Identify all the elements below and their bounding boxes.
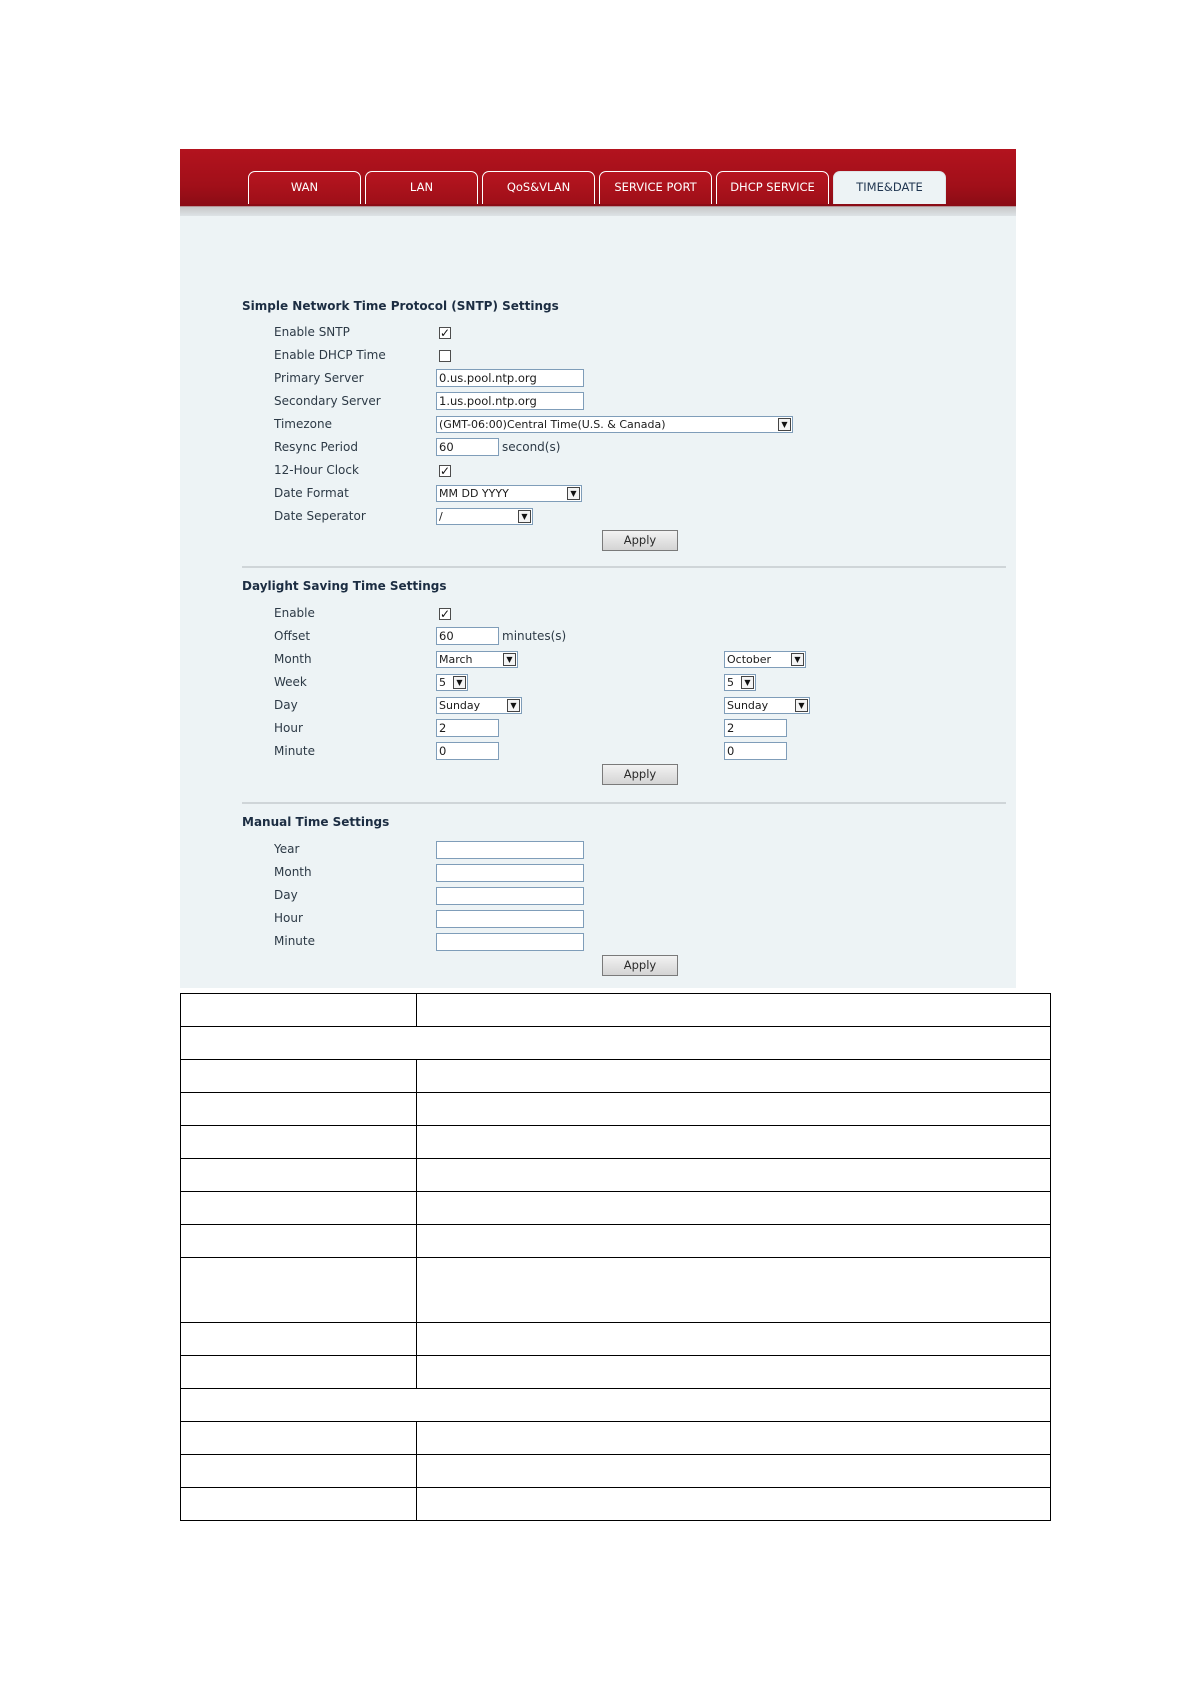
manual-minute-input[interactable] [436,933,584,951]
dst-end-month-value: October [727,653,772,666]
tab-qos-vlan[interactable]: QoS&VLAN [482,171,595,204]
table-row [181,1323,1051,1356]
chevron-down-icon: ▼ [507,699,520,712]
sntp-section-title: Simple Network Time Protocol (SNTP) Settings [242,299,559,313]
chevron-down-icon: ▼ [791,653,804,666]
table-cell [181,1389,1051,1422]
table-row [181,1225,1051,1258]
chevron-down-icon: ▼ [453,676,466,689]
dst-offset-label: Offset [274,629,311,643]
tab-lan[interactable]: LAN [365,171,478,204]
top-nav-bar [180,149,1016,216]
dst-end-week-select[interactable] [724,674,756,691]
table-cell [417,994,1051,1027]
dst-offset-input[interactable]: 60 [436,627,499,645]
table-row [181,1159,1051,1192]
table-row [181,1060,1051,1093]
chevron-down-icon: ▼ [518,510,531,523]
chevron-down-icon: ▼ [778,418,791,431]
section-divider [242,802,1006,804]
manual-month-label: Month [274,865,312,879]
timezone-value: (GMT-06:00)Central Time(U.S. & Canada) [439,418,666,431]
table-cell [181,994,417,1027]
tab-dhcp-service[interactable]: DHCP SERVICE [716,171,829,204]
table-cell [181,1488,417,1521]
table-cell [181,1093,417,1126]
chevron-down-icon: ▼ [567,487,580,500]
table-row [181,1258,1051,1323]
date-format-label: Date Format [274,486,349,500]
enable-sntp-label: Enable SNTP [274,325,350,339]
table-cell [181,1126,417,1159]
dst-end-hour-input[interactable]: 2 [724,719,787,737]
dst-start-hour-input[interactable]: 2 [436,719,499,737]
chevron-down-icon: ▼ [741,676,754,689]
manual-minute-label: Minute [274,934,315,948]
clock-12h-checkbox[interactable] [439,465,451,477]
chevron-down-icon: ▼ [503,653,516,666]
dst-week-label: Week [274,675,307,689]
primary-server-input[interactable]: 0.us.pool.ntp.org [436,369,584,387]
table-cell [417,1060,1051,1093]
primary-server-label: Primary Server [274,371,364,385]
table-cell [181,1225,417,1258]
checkmark-icon: ✓ [440,326,451,340]
date-separator-value: / [439,510,443,523]
table-row [181,1422,1051,1455]
timezone-label: Timezone [274,417,332,431]
date-separator-label: Date Seperator [274,509,366,523]
resync-period-input[interactable]: 60 [436,438,499,456]
manual-hour-input[interactable] [436,910,584,928]
tab-service-port[interactable]: SERVICE PORT [599,171,712,204]
table-row [181,1192,1051,1225]
resync-period-label: Resync Period [274,440,358,454]
table-cell [181,1027,1051,1060]
dst-start-minute-input[interactable]: 0 [436,742,499,760]
table-cell [181,1192,417,1225]
dst-start-week-value: 5 [439,676,446,689]
table-row [181,1488,1051,1521]
date-format-value: MM DD YYYY [439,487,509,500]
enable-dhcp-time-label: Enable DHCP Time [274,348,386,362]
timezone-select[interactable] [436,416,793,433]
dst-enable-label: Enable [274,606,315,620]
dst-section-title: Daylight Saving Time Settings [242,579,447,593]
date-format-select[interactable] [436,485,582,502]
dst-minute-label: Minute [274,744,315,758]
table-row [181,1356,1051,1389]
dst-hour-label: Hour [274,721,303,735]
enable-sntp-checkbox[interactable] [439,327,451,339]
table-cell [417,1093,1051,1126]
table-cell [417,1225,1051,1258]
table-cell [417,1356,1051,1389]
tab-wan[interactable]: WAN [248,171,361,204]
clock-12h-label: 12-Hour Clock [274,463,359,477]
dst-day-label: Day [274,698,298,712]
dst-start-day-select[interactable] [436,697,522,714]
settings-screenshot [180,149,1016,988]
secondary-server-label: Secondary Server [274,394,381,408]
table-cell [181,1455,417,1488]
tab-time-date[interactable]: TIME&DATE [833,171,946,204]
secondary-server-input[interactable]: 1.us.pool.ntp.org [436,392,584,410]
manual-section-title: Manual Time Settings [242,815,390,829]
dst-apply-button[interactable]: Apply [602,764,678,785]
table-row [181,1126,1051,1159]
manual-month-input[interactable] [436,864,584,882]
sntp-apply-button[interactable]: Apply [602,530,678,551]
table-cell [181,1356,417,1389]
enable-dhcp-time-checkbox[interactable] [439,350,451,362]
dst-end-day-value: Sunday [727,699,769,712]
resync-unit-label: second(s) [502,440,561,454]
dst-end-week-value: 5 [727,676,734,689]
table-cell [417,1258,1051,1323]
section-divider [242,566,1006,568]
parameter-table [180,993,1051,1521]
manual-day-label: Day [274,888,298,902]
table-cell [181,1159,417,1192]
table-cell [181,1060,417,1093]
dst-offset-unit-label: minutes(s) [502,629,567,643]
dst-end-month-select[interactable] [724,651,806,668]
manual-apply-button[interactable]: Apply [602,955,678,976]
manual-hour-label: Hour [274,911,303,925]
table-cell [417,1455,1051,1488]
table-row [181,1389,1051,1422]
dst-start-month-value: March [439,653,473,666]
manual-year-input[interactable] [436,841,584,859]
checkmark-icon: ✓ [440,607,451,621]
table-cell [181,1323,417,1356]
table-cell [181,1258,417,1323]
dst-end-day-select[interactable] [724,697,810,714]
checkmark-icon: ✓ [440,464,451,478]
table-row [181,1027,1051,1060]
chevron-down-icon: ▼ [795,699,808,712]
table-cell [417,1126,1051,1159]
dst-start-day-value: Sunday [439,699,481,712]
dst-end-minute-input[interactable]: 0 [724,742,787,760]
table-row [181,1093,1051,1126]
table-cell [417,1159,1051,1192]
dst-start-month-select[interactable] [436,651,518,668]
manual-year-label: Year [274,842,300,856]
manual-day-input[interactable] [436,887,584,905]
dst-month-label: Month [274,652,312,666]
dst-enable-checkbox[interactable] [439,608,451,620]
table-cell [181,1422,417,1455]
table-cell [417,1323,1051,1356]
table-cell [417,1192,1051,1225]
table-row [181,994,1051,1027]
table-cell [417,1422,1051,1455]
date-separator-select[interactable] [436,508,533,525]
table-cell [417,1488,1051,1521]
table-row [181,1455,1051,1488]
dst-start-week-select[interactable] [436,674,468,691]
